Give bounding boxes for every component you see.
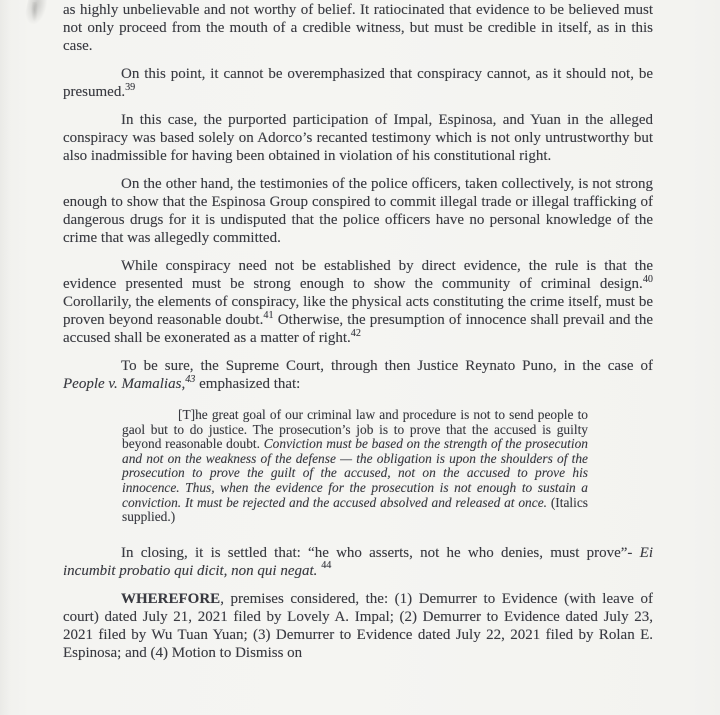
text-run: Otherwise, the presumption of innocence shall prevail and the accused shall be exonerated as a matter of right. — [63, 312, 654, 346]
text-run: On the other hand, the testimonies of the police officers, taken collectively, is not strong enough to show that the Espinosa Group conspired to commit illegal trade or illegal trafficking of dangerous drugs for it is undisputed that the police officers have no personal knowledge of the crime that was allegedly committed. — [63, 176, 653, 246]
text-run: In this case, the purported participation of Impal, Espinosa, and Yuan in the alleged conspiracy was based solely on Adorco’s recanted testimony which is not only untrustworthy but also inadmissible for having been obtained in violation of his constitutional right. — [63, 112, 653, 164]
text-run: On this point, it cannot be overemphasized that conspiracy cannot, as it should not, be presumed. — [63, 66, 653, 100]
footnote-reference: 40 — [642, 273, 653, 285]
paragraph — [63, 65, 653, 101]
footnote-reference: 42 — [350, 327, 361, 339]
paragraph — [63, 544, 653, 580]
page-body — [63, 1, 653, 672]
text-run: WHEREFORE — [121, 590, 221, 607]
text-run: Corollarily, the elements of conspiracy, like the physical acts constituting the crime itself, must be proven beyond reasonable doubt. — [63, 294, 653, 328]
text-run: [T]he great goal of our criminal law and procedure is not to send people to gaol but to do justice. The prosecution’s job is to prove that the accused is guilty beyond reasonable doubt. — [122, 407, 588, 452]
paragraph — [63, 257, 653, 347]
text-run: In closing, it is settled that: “he who asserts, not he who denies, must prove”- — [121, 544, 640, 561]
footnote-reference: 44 — [321, 560, 332, 572]
text-run: (Italics supplied.) — [122, 494, 588, 525]
text-run: , premises considered, the: (1) Demurrer to Evidence (with leave of court) dated July 21, 2021 filed by Lovely A. Impal; (2) Demurrer to Evidence dated July 23, 2021 filed by Wu Tuan Yuan; (3) Demurrer to Evidence dated July 22, 2021 filed by Rolan E. Espinosa; and (4) Motion to Dismiss on — [63, 590, 653, 661]
text-run: While conspiracy need not be established by direct evidence, the rule is that the evidence presented must be strong enough to show the community of criminal design. — [63, 258, 653, 292]
scan-smudge-artifact — [23, 0, 49, 28]
footnote-reference: 39 — [125, 81, 136, 93]
footnote-reference: 41 — [263, 309, 274, 321]
paragraph — [63, 1, 653, 55]
scan-smudge-artifact — [31, 2, 38, 22]
scan-edge-shading — [0, 0, 10, 715]
paragraph — [63, 175, 653, 247]
footnote-reference: 43 — [185, 373, 196, 385]
text-run: People v. Mamalias, — [63, 376, 186, 392]
text-run: To be sure, the Supreme Court, through then Justice Reynato Puno, in the case of — [121, 358, 653, 374]
text-run: emphasized that: — [195, 376, 301, 392]
text-run: Ei incumbit probatio qui dicit, non qui negat. — [63, 544, 653, 579]
block-quote — [122, 408, 588, 525]
text-run: Conviction must be based on the strength of the prosecution and not on the weakness of the defense — the obligation is upon the shoulders of the prosecution to prove the guilt of the accused, not on the accused to prove his innocence. Thus, when the evidence for the prosecution is not enough to sustain a conviction. It must be rejected and the accused absolved and released at once. — [122, 436, 589, 510]
paragraph — [63, 357, 653, 393]
text-run: as highly unbelievable and not worthy of belief. It ratiocinated that evidence to be believed must not only proceed from the mouth of a credible witness, but must be credible in itself, as in this case. — [63, 2, 653, 54]
paragraph — [63, 111, 653, 165]
paragraph — [63, 590, 653, 662]
